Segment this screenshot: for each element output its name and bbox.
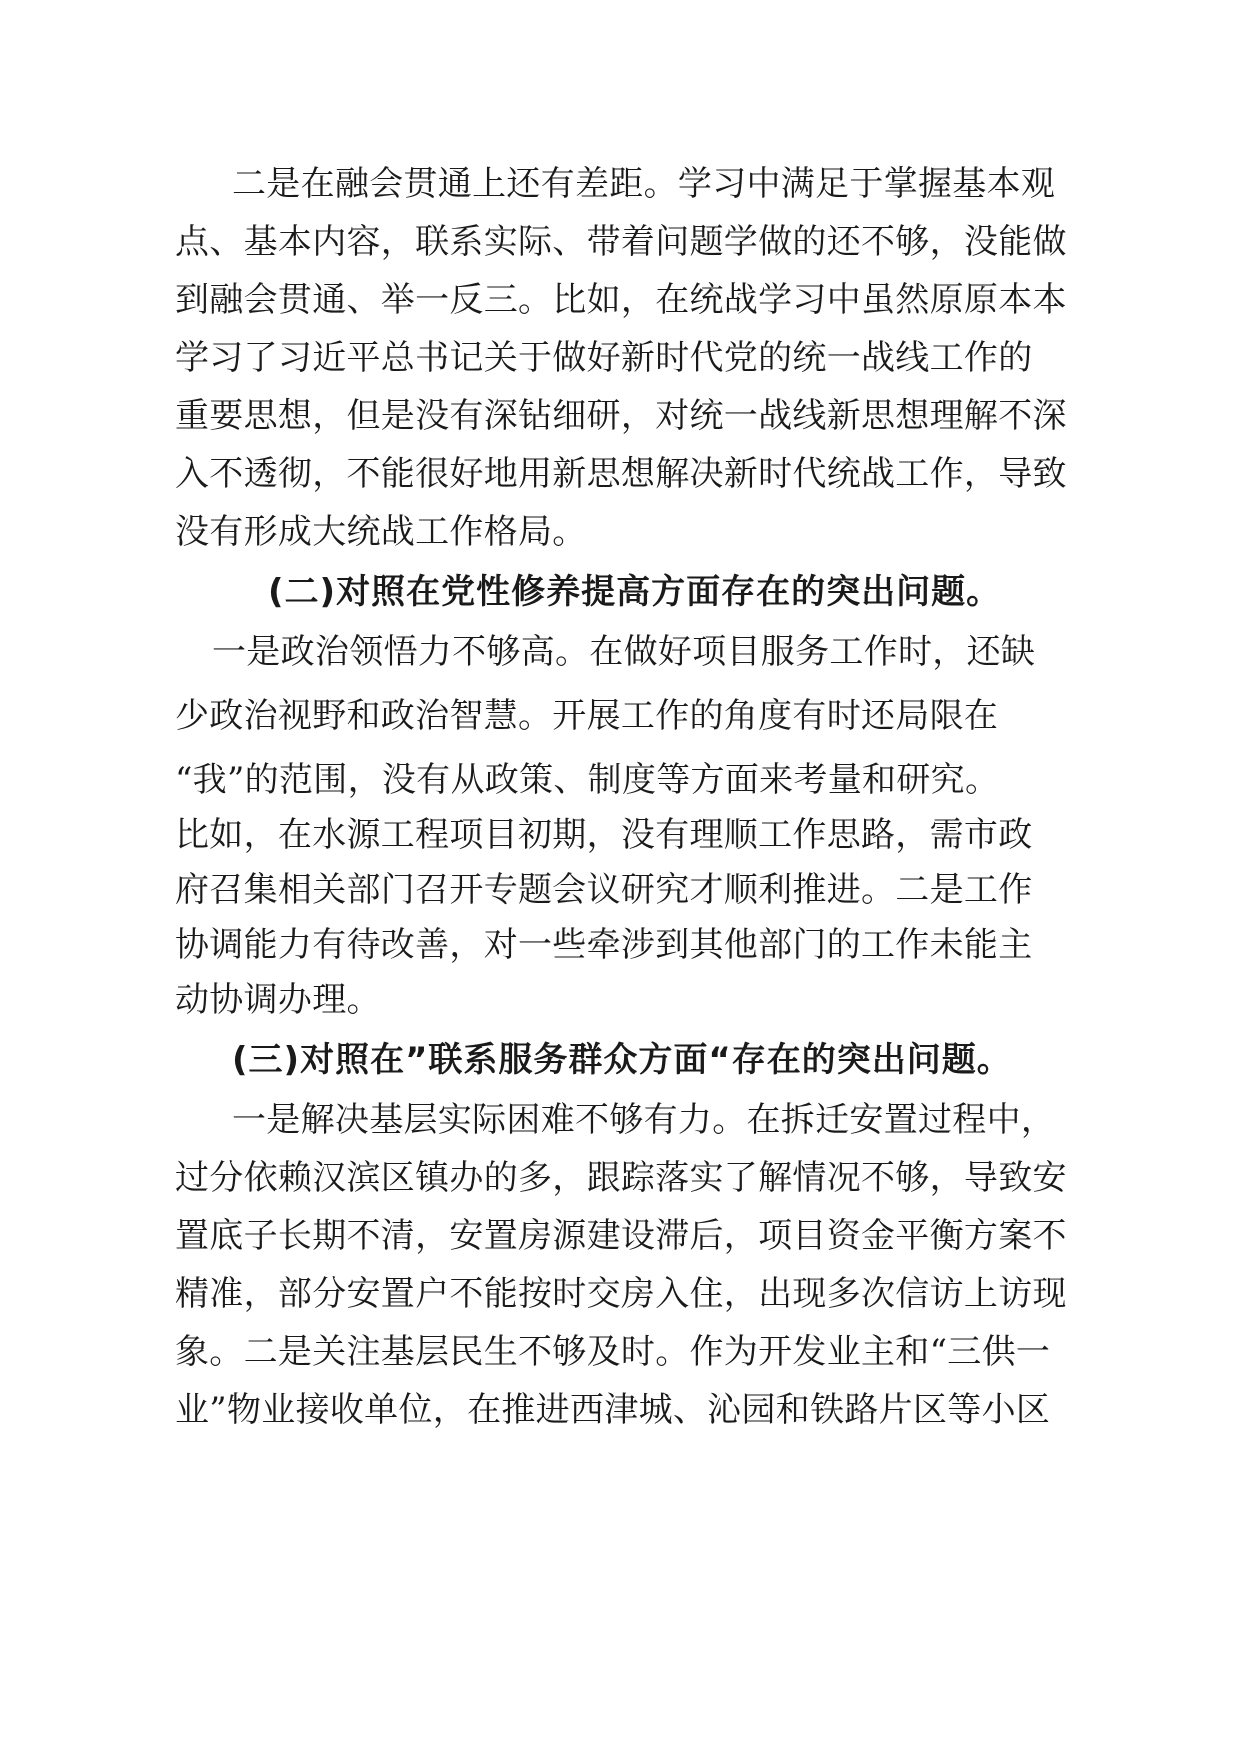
paragraph-3-line-4: 精准，部分安置户不能按时交房入住，出现多次信访上访现 [175,1274,1067,1314]
paragraph-2-line-4: 比如，在水源工程项目初期，没有理顺工作思路，需市政 [175,815,1033,855]
paragraph-3-line-5: 象。二是关注基层民生不够及时。作为开发业主和“三供一 [175,1332,1051,1372]
paragraph-3-line-6: 业”物业接收单位，在推进西津城、沁园和铁路片区等小区 [175,1390,1051,1430]
paragraph-1-line-4: 学习了习近平总书记关于做好新时代党的统一战线工作的 [175,338,1033,378]
paragraph-2-line-5: 府召集相关部门召开专题会议研究才顺利推进。二是工作 [175,870,1033,910]
paragraph-3-line-2: 过分依赖汉滨区镇办的多，跟踪落实了解情况不够，导致安 [175,1158,1067,1198]
paragraph-2-line-6: 协调能力有待改善，对一些牵涉到其他部门的工作未能主 [175,925,1033,965]
paragraph-1-line-7: 没有形成大统战工作格局。 [175,512,587,552]
paragraph-3-line-1: 一是解决基层实际困难不够有力。在拆迁安置过程中， [232,1100,1056,1140]
paragraph-3-line-3: 置底子长期不清，安置房源建设滞后，项目资金平衡方案不 [175,1216,1067,1256]
paragraph-1-line-6: 入不透彻，不能很好地用新思想解决新时代统战工作，导致 [175,454,1067,494]
paragraph-2-line-2: 少政治视野和政治智慧。开展工作的角度有时还局限在 [175,696,999,736]
paragraph-2-line-3: “我”的范围，没有从政策、制度等方面来考量和研究。 [175,760,1000,800]
paragraph-1-line-3: 到融会贯通、举一反三。比如，在统战学习中虽然原原本本 [175,280,1067,320]
paragraph-1-line-1: 二是在融会贯通上还有差距。学习中满足于掌握基本观 [232,164,1056,204]
section-heading-2: (二)对照在党性修养提高方面存在的突出问题。 [268,572,1002,612]
paragraph-1-line-2: 点、基本内容，联系实际、带着问题学做的还不够，没能做 [175,222,1067,262]
paragraph-2-line-1: 一是政治领悟力不够高。在做好项目服务工作时，还缺 [212,632,1036,672]
paragraph-1-line-5: 重要思想，但是没有深钻细研，对统一战线新思想理解不深 [175,396,1067,436]
paragraph-2-line-7: 动协调办理。 [175,980,381,1020]
section-heading-3: (三)对照在”联系服务群众方面“存在的突出问题。 [232,1040,1012,1080]
